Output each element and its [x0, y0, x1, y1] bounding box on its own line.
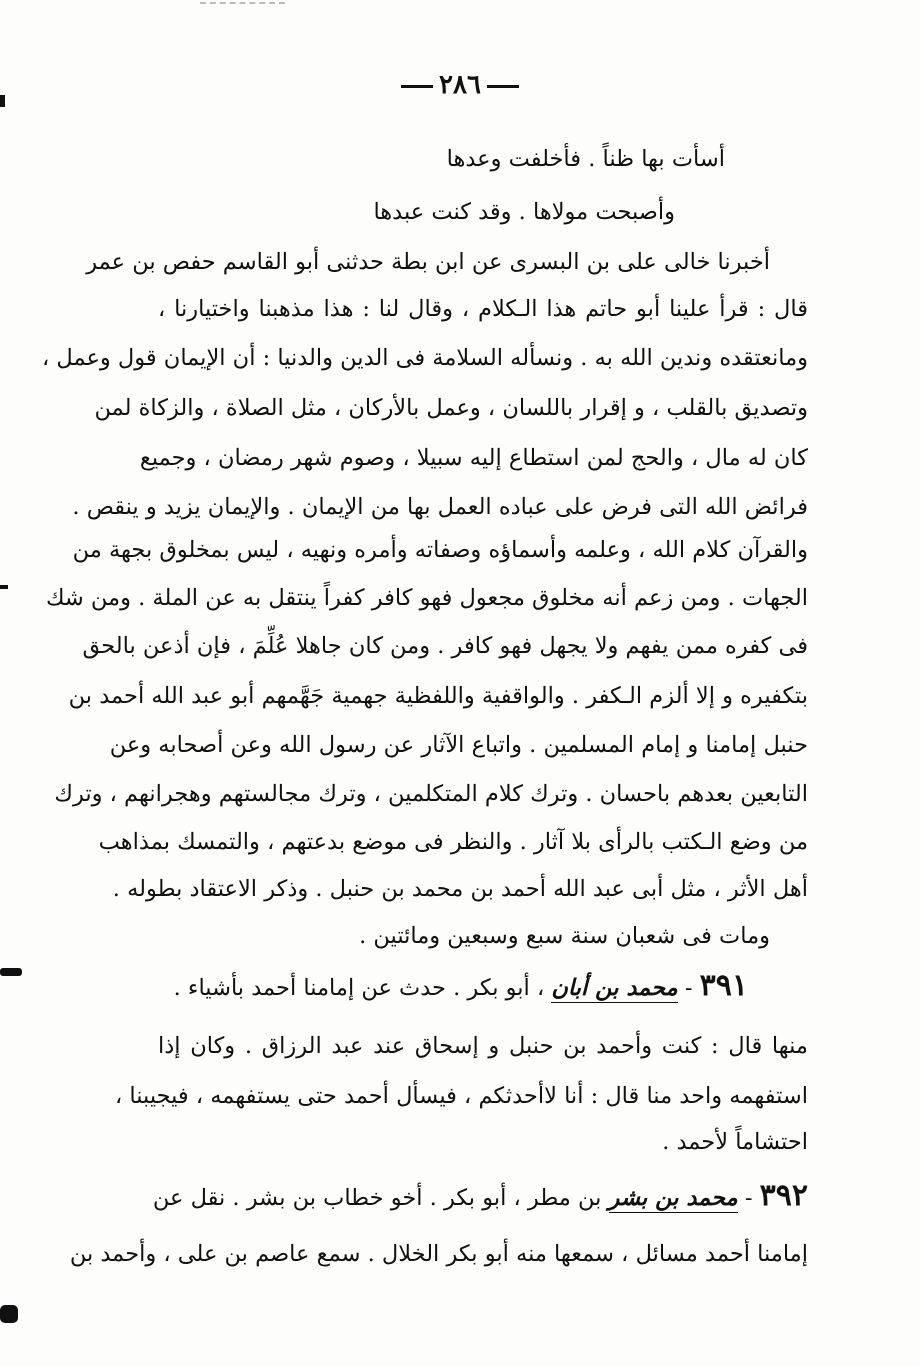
entry-dash: - [677, 975, 693, 1001]
body-line-15: ومات فى شعبان سنة سبع وسبعين ومائتين . [359, 923, 770, 949]
entry-number: ٣٩١ [699, 968, 748, 1003]
entry-dash: - [737, 1185, 753, 1211]
entry-text: بن مطر ، أبو بكر . أخو خطاب بن بشر . نقل عن [152, 1185, 602, 1211]
entry-number: ٣٩٢ [759, 1178, 808, 1213]
top-dashed-rule [200, 2, 285, 4]
entry-392-heading [153, 1180, 808, 1214]
page-number-value: ٢٨٦ [439, 70, 481, 100]
body-line-12: التابعين بعدهم باحسان . وترك كلام المتكلمين ، وترك مجالستهم وهجرانهم ، وترك [54, 781, 808, 807]
body-line-4: وتصديق بالقلب ، و إقرار باللسان ، وعمل بالأركان ، مثل الصلاة ، والزكاة لمن [94, 395, 808, 421]
entry-391-heading [174, 970, 748, 1004]
body-line-5: كان له مال ، والحج لمن استطاع إليه سبيلا ، وصوم شهر رمضان ، وجميع [139, 445, 808, 471]
body-line-3: ومانعتقده وندين الله به . ونسأله السلامة فى الدين والدنيا : أن الإيمان قول وعمل ، [42, 345, 808, 371]
page-number [0, 70, 920, 100]
scan-edge-mark [0, 1305, 18, 1323]
scan-edge-mark [0, 968, 22, 976]
entry-text: ، أبو بكر . حدث عن إمامنا أحمد بأشياء . [173, 975, 545, 1001]
body-line-7: والقرآن كلام الله ، وعلمه وأسماؤه وصفاته وأمره ونهيه ، ليس بمخلوق بجهة من [72, 537, 808, 563]
entry-391-line-3: احتشاماً لأحمد . [662, 1129, 808, 1155]
body-line-6: فرائض الله التى فرض على عباده العمل بها من الإيمان . والإيمان يزيد و ينقص . [72, 494, 808, 520]
body-line-1: أخبرنا خالى على بن البسرى عن ابن بطة حدثنى أبو القاسم حفص بن عمر [86, 249, 770, 275]
body-line-13: من وضع الـكتب بالرأى بلا آثار . والنظر فى موضع بدعتهم ، والتمسك بمذاهب [98, 829, 808, 855]
body-line-9: فى كفره ممن يفهم ولا يجهل فهو كافر . ومن كان جاهلا عُلِّمَ ، فإن أذعن بالحق [82, 633, 808, 659]
scan-edge-mark [0, 95, 5, 107]
body-line-11: حنبل إمامنا و إمام المسلمين . واتباع الآثار عن رسول الله وعن أصحابه وعن [109, 732, 808, 758]
body-line-14: أهل الأثر ، مثل أبى عبد الله أحمد بن محمد بن حنبل . وذكر الاعتقاد بطوله . [112, 876, 808, 902]
entry-name: محمد بن أبان [551, 975, 678, 1001]
page-number-dash-right [487, 85, 519, 88]
page-number-dash-left [401, 85, 433, 88]
body-line-10: بتكفيره و إلا ألزم الـكفر . والواقفية واللفظية جهمية جَهَّمهم أبو عبد الله أحمد بن [68, 683, 808, 709]
poem-line-1: أسأت بها ظناً . فأخلفت وعدها [446, 146, 725, 172]
poem-line-2: وأصبحت مولاها . وقد كنت عبدها [373, 199, 675, 225]
scan-edge-mark [0, 585, 8, 589]
entry-name: محمد بن بشر [608, 1185, 738, 1211]
entry-391-line-1: منها قال : كنت وأحمد بن حنبل و إسحاق عند عبد الرزاق . وكان إذا [158, 1033, 808, 1059]
body-line-8: الجهات . ومن زعم أنه مخلوق مجعول فهو كافر كفراً ينتقل به عن الملة . ومن شك [45, 585, 808, 611]
body-line-2: قال : قرأ علينا أبو حاتم هذا الـكلام ، وقال لنا : هذا مذهبنا واختيارنا ، [158, 296, 808, 322]
entry-391-line-2: استفهمه واحد منا قال : أنا لاأحدثكم ، فيسأل أحمد حتى يستفهمه ، فيجيبنا ، [114, 1083, 808, 1109]
entry-392-line-1: إمامنا أحمد مسائل ، سمعها منه أبو بكر الخلال . سمع عاصم بن على ، وأحمد بن [69, 1241, 808, 1267]
